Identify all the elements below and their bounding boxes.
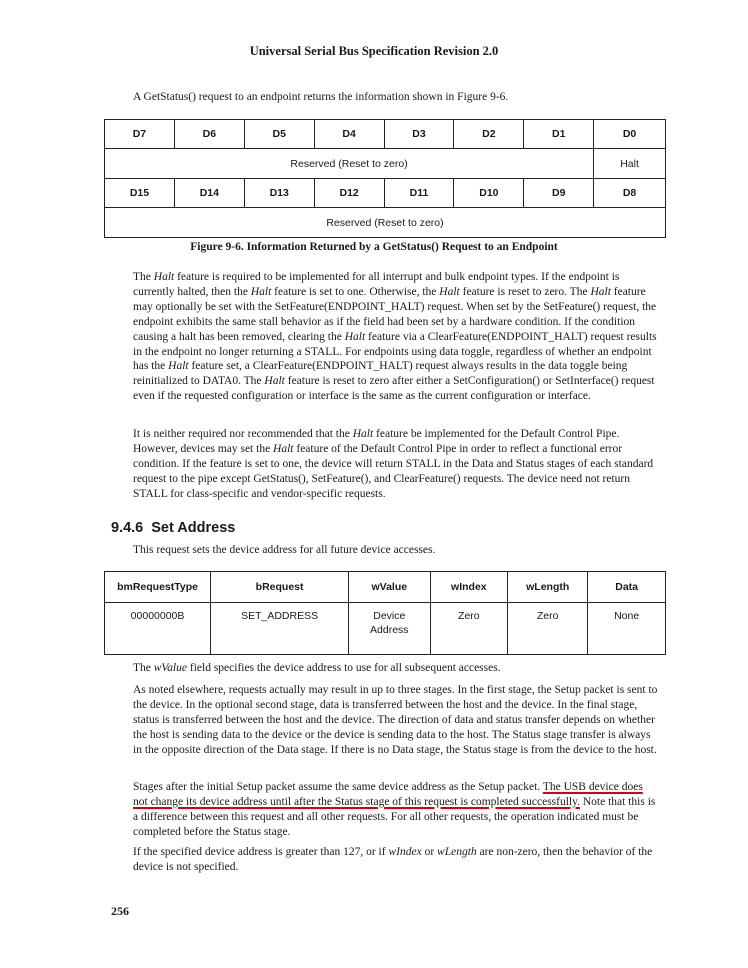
value-bmrequesttype: 00000000B [105,603,211,655]
col-brequest: bRequest [211,572,349,603]
bit-header-d7: D7 [105,120,175,149]
set-address-request-table [104,571,666,655]
bit-header-d5: D5 [244,120,314,149]
underlined-sentence: The USB device does not change its device address until after the Status stage of this request is completed successfully. [133,781,643,808]
value-windex: Zero [430,603,508,655]
status-bits-high-row [105,120,666,149]
halt-paragraph: The Halt feature is required to be implemented for all interrupt and bulk endpoint types. If the endpoint is currently halted, then the Halt feature is set to one. Otherwise, the Halt feature is reset to zero. The Halt feature may optionally be set with the SetFeature(ENDPOINT_HALT) request. When set by the SetFeature() request, the endpoint exhibits the same stall behavior as if the field had been set by a hardware condition. If the condition causing a halt has been removed, clearing the Halt feature via a ClearFeature(ENDPOINT_HALT) request results in the endpoint no longer returning a STALL. For endpoints using data toggle, regardless of whether an endpoint has the Halt feature set, a ClearFeature(ENDPOINT_HALT) request always results in the data toggle being reinitialized to DATA0. The Halt feature is reset to zero after either a SetConfiguration() or SetInterface() request even if the requested configuration or interface is the same as the current configuration or interface. [133,271,657,403]
value-wlength: Zero [508,603,588,655]
figure-caption: Figure 9-6. Information Returned by a GetStatus() Request to an Endpoint [190,241,558,253]
col-wvalue: wValue [349,572,430,603]
value-wvalue: Device Address [349,603,430,655]
bit-header-d2: D2 [454,120,524,149]
bit-header-d3: D3 [384,120,454,149]
section-intro: This request sets the device address for all future device accesses. [133,544,436,556]
col-wlength: wLength [508,572,588,603]
bit-header-d8: D8 [594,179,666,208]
reserved-field: Reserved (Reset to zero) [105,149,594,179]
wvalue-paragraph: The wValue field specifies the device address to use for all subsequent accesses. [133,662,501,674]
status-bits-upper-row [105,179,666,208]
intro-paragraph: A GetStatus() request to an endpoint returns the information shown in Figure 9-6. [133,91,509,103]
final-paragraph: If the specified device address is greater than 127, or if wIndex or wLength are non-zero, then the behavior of the device is not specified. [133,846,653,873]
halt-field: Halt [594,149,666,179]
request-table-value-row [105,603,666,655]
col-data: Data [588,572,666,603]
bit-header-d9: D9 [524,179,594,208]
status-values-low-row [105,149,666,179]
bit-header-d1: D1 [524,120,594,149]
bit-header-d4: D4 [314,120,384,149]
bit-header-d13: D13 [244,179,314,208]
section-title: Set Address [151,520,236,536]
reserved-field-upper: Reserved (Reset to zero) [105,208,666,238]
control-pipe-paragraph: It is neither required nor recommended that the Halt feature be implemented for the Default Control Pipe. However, devices may set the Halt feature of the Default Control Pipe in order to reflect a functional error condition. If the feature is set to one, the device will return STALL in the Data and Status stages of each standard request to the pipe except GetStatus(), SetFeature(), and ClearFeature() requests. The device need not return STALL for class-specific and vendor-specific requests. [133,428,654,500]
col-bmrequesttype: bmRequestType [105,572,211,603]
value-data: None [588,603,666,655]
bit-header-d0: D0 [594,120,666,149]
col-windex: wIndex [430,572,508,603]
bit-header-d11: D11 [384,179,454,208]
request-table-header-row [105,572,666,603]
value-brequest: SET_ADDRESS [211,603,349,655]
endpoint-status-table [104,119,666,238]
bit-header-d6: D6 [174,120,244,149]
bit-header-d10: D10 [454,179,524,208]
section-heading [111,520,235,536]
bit-header-d14: D14 [174,179,244,208]
bit-header-d12: D12 [314,179,384,208]
stages-paragraph: As noted elsewhere, requests actually may result in up to three stages. In the first stage, the Setup packet is sent to the device. In the optional second stage, data is transferred between the host and the device. In the final stage, status is transferred between the host and the device. The direction of data and status transfer depends on whether the host is sending data to the device or the device is sending data to the host. The Status stage transfer is always in the opposite direction of the Data stage. If there is no Data stage, the Status stage is from the device to the host. [133,684,658,756]
section-number: 9.4.6 [111,520,144,536]
bit-header-d15: D15 [105,179,175,208]
address-paragraph: Stages after the initial Setup packet assume the same device address as the Setup packet. The USB device does not change its device address until after the Status stage of this request is completed successfully. Note that this is a difference between this request and all other requests. For all other requests, the operation indicated must be completed before the Status stage. [133,781,656,838]
page-number: 256 [111,904,129,918]
running-header: Universal Serial Bus Specification Revision 2.0 [249,44,499,58]
status-values-upper-row [105,208,666,238]
